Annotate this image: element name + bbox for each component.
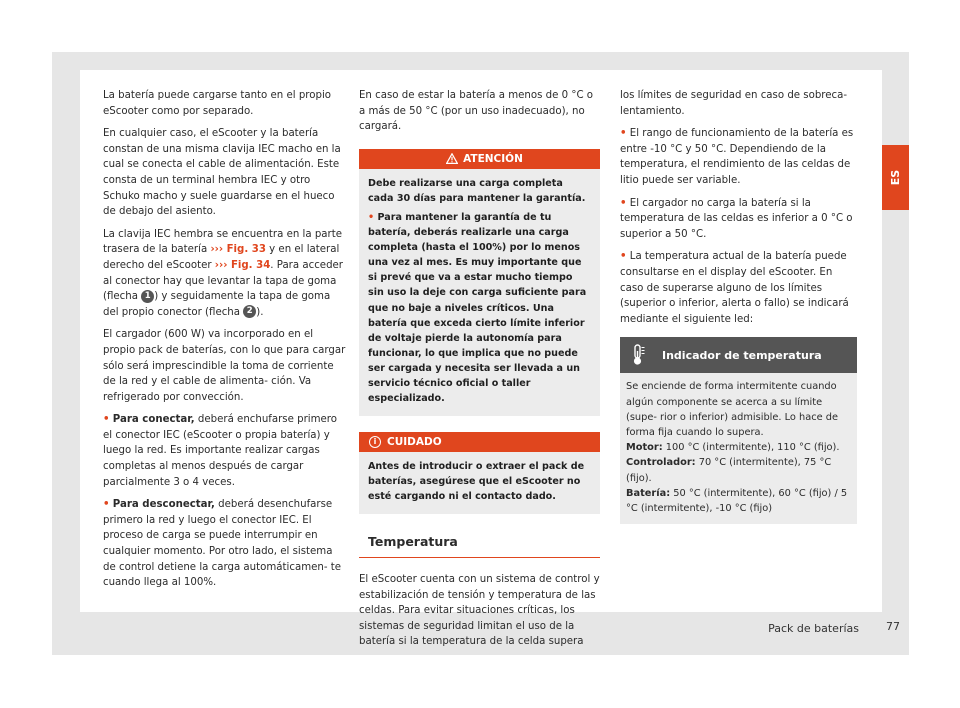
motor-label: Motor:: [626, 442, 663, 454]
info-circle-icon: i: [369, 436, 381, 448]
bullet-item: [620, 126, 857, 188]
temperature-indicator-header: [620, 337, 857, 373]
bullet-label: Para conectar,: [112, 414, 195, 426]
column-1: [103, 88, 346, 598]
page-number: 77: [886, 620, 900, 633]
bullet-item: [620, 196, 857, 243]
cuidado-header: [359, 432, 600, 452]
paragraph: El eScooter cuenta con un sistema de control y estabilización de tensión y temperatura de las celdas. Para evitar situaciones críticas, los sistemas de seguridad limitan el uso de la batería si la temperatura de la celda supera: [359, 574, 600, 648]
atencion-box: [359, 149, 600, 416]
motor-row: [626, 440, 851, 455]
paragraph: El cargador (600 W) va incorporado en el propio pack de baterías, con lo que para cargar sólo será imprescindible la toma de corriente de la red y el cable de alimenta- ción. Va refrigerado por convección.: [103, 329, 346, 403]
figure-ref-33[interactable]: ››› Fig. 33: [210, 244, 266, 256]
atencion-text: Para mantener la garantía de tu batería, deberás realizarle una carga completa (hasta el 100%) por lo menos una vez al mes. Es muy importante que si prevé que va a estar mucho tiempo sin uso la deje con carga suficiente para que no baje a niveles críticos. Una batería que exceda cierto límite inferior de voltaje pierde la autonomía para funcionar, lo que implica que no puede ser cargada y necesita ser llevada a un servicio técnico oficial o taller especializado.: [368, 211, 587, 405]
bullet-dot: •: [368, 211, 375, 223]
paragraph: [103, 227, 346, 321]
temperature-indicator-body: [620, 373, 857, 524]
section-title-temperatura: Temperatura: [359, 534, 600, 558]
bullet-text: La temperatura actual de la batería puede consultarse en el display del eScooter. En caso de superarse alguno de los límites (superior o inferior, alerta o fallo) se indicará mediante el siguiente led:: [620, 251, 849, 325]
atencion-body: [359, 169, 600, 416]
warning-triangle-icon: [446, 153, 458, 164]
text-run: ) y seguidamente la tapa de goma del propio conector (flecha: [103, 291, 331, 318]
bullet-item: [620, 249, 857, 327]
bullet-text: deberá desenchufarse primero la red y luego el conector IEC. El proceso de carga se puede interrumpir en cualquier momento. Por otro lado, el sistema de control detiene la carga automáticamen- te cuando llega al 100%.: [103, 499, 342, 589]
bullet-text: El rango de funcionamiento de la batería es entre -10 °C y 50 °C. Dependiendo de la temperatura, el rendimiento de las celdas de litio puede ser variable.: [620, 128, 854, 186]
language-tab[interactable]: [882, 145, 909, 210]
text-run: La clavija IEC hembra se encuentra en la parte trasera de la batería: [103, 228, 342, 256]
controller-label: Controlador:: [626, 457, 696, 469]
bullet-text: deberá enchufarse primero el conector IEC (eScooter o propia batería) y luego la red. Es importante realizar cargas completas al menos después de cargar parcialmente 3 o 4 veces.: [103, 414, 337, 488]
text-run: y en el lateral derecho del eScooter: [103, 244, 340, 271]
column-2: [359, 88, 600, 657]
temperature-indicator-title: Indicador de temperatura: [662, 348, 822, 362]
atencion-text: Debe realizarse una carga completa cada 30 días para mantener la garantía.: [368, 177, 586, 204]
paragraph: En cualquier caso, el eScooter y la batería constan de una misma clavija IEC macho en la cual se conecta el cable de alimentación. Este consta de un terminal hembra IEC y otro Schuko macho y suele guardarse en el hueco de debajo del asiento.: [103, 128, 341, 218]
controller-row: [626, 455, 851, 485]
paragraph: En caso de estar la batería a menos de 0 °C o a más de 50 °C (por un uso inadecuado), no cargará.: [359, 90, 594, 133]
figure-ref-34[interactable]: ››› Fig. 34: [214, 259, 271, 271]
text-run: ).: [256, 306, 264, 318]
bullet-item: [103, 412, 346, 490]
temperature-indicator-box: [620, 337, 857, 524]
atencion-header: [359, 149, 600, 169]
bullet-dot: •: [620, 251, 627, 263]
paragraph: los límites de seguridad en caso de sobreca- lentamiento.: [620, 90, 848, 117]
column-3: [620, 88, 857, 524]
controller-value: 70 °C (intermitente), 75 °C (fijo).: [626, 457, 832, 484]
bullet-dot: •: [620, 197, 627, 209]
battery-label: Batería:: [626, 487, 671, 499]
footer-section-title: Pack de baterías: [768, 622, 859, 635]
atencion-bullet: [368, 210, 591, 406]
bullet-label: Para desconectar,: [112, 499, 215, 511]
motor-value: 100 °C (intermitente), 110 °C (fijo).: [662, 442, 840, 454]
cuidado-title: CUIDADO: [387, 436, 442, 449]
atencion-title: ATENCIÓN: [463, 152, 523, 165]
bullet-dot: •: [103, 414, 110, 426]
thermometer-icon: [620, 337, 656, 373]
cuidado-box: [359, 432, 600, 514]
paragraph: La batería puede cargarse tanto en el propio eScooter como por separado.: [103, 90, 332, 117]
battery-row: [626, 486, 851, 516]
arrow-number-1: 1: [141, 290, 154, 303]
arrow-number-2: 2: [243, 305, 256, 318]
temperature-description: Se enciende de forma intermitente cuando algún componente se acerca a su límite (supe- rior o inferior) admisible. Lo hace de forma fija cuando lo supera.: [626, 381, 839, 438]
language-tab-label: ES: [889, 169, 902, 186]
bullet-item: [103, 497, 346, 591]
text-run: . Para acceder al conector hay que levantar la tapa de goma (flecha: [103, 259, 343, 303]
bullet-text: El cargador no carga la batería si la temperatura de las celdas es inferior a 0 °C o superior a 50 °C.: [620, 197, 853, 240]
cuidado-body: [359, 452, 600, 514]
bullet-dot: •: [103, 499, 110, 511]
battery-value: 50 °C (intermitente), 60 °C (fijo) / 5 °C (intermitente), -10 °C (fijo): [626, 487, 848, 514]
bullet-dot: •: [620, 128, 627, 140]
cuidado-text: Antes de introducir o extraer el pack de baterías, asegúrese que el eScooter no esté cargando ni el contacto dado.: [368, 461, 585, 503]
